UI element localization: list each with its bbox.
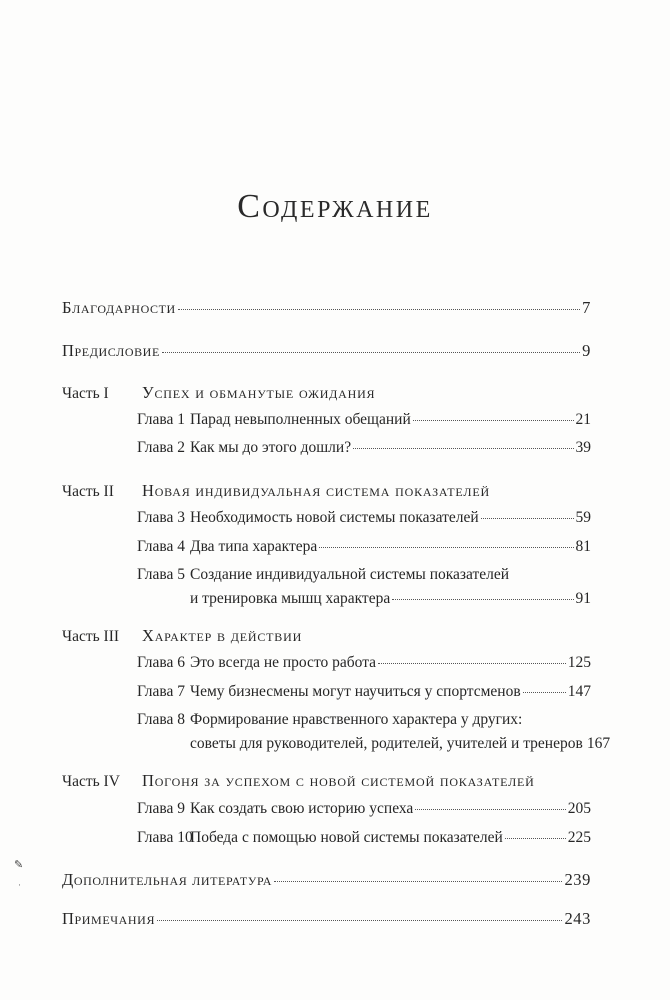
chapter-number: Глава 8 bbox=[137, 711, 186, 728]
dot-leader bbox=[178, 309, 580, 310]
chapter-title-line-1: Создание индивидуальной системы показателей bbox=[190, 566, 510, 583]
toc-chapter-5[interactable] bbox=[137, 566, 591, 608]
toc-chapter-10[interactable] bbox=[137, 829, 591, 847]
chapter-number: Глава 7 bbox=[137, 683, 186, 700]
dot-leader bbox=[378, 663, 566, 664]
part-number: Часть I bbox=[62, 385, 109, 402]
toc-chapter-2[interactable] bbox=[137, 439, 591, 457]
page-number: 59 bbox=[575, 509, 591, 526]
chapter-number: Глава 1 bbox=[137, 411, 186, 428]
chapter-number: Глава 3 bbox=[137, 509, 186, 526]
page-number: 243 bbox=[564, 909, 591, 928]
part-title: Погоня за успехом с новой системой показателей bbox=[142, 771, 535, 790]
toc-entry-label: Примечания bbox=[62, 909, 156, 928]
chapter-title-line-2: и тренировка мышц характера bbox=[190, 590, 391, 607]
page-number: 81 bbox=[575, 538, 591, 555]
dot-leader bbox=[157, 920, 562, 921]
dot-leader bbox=[274, 881, 562, 882]
page-number: 205 bbox=[567, 800, 591, 817]
part-title: Успех и обманутые ожидания bbox=[142, 383, 376, 402]
page-number: 7 bbox=[582, 298, 591, 317]
chapter-title: Парад невыполненных обещаний bbox=[190, 411, 411, 428]
chapter-number: Глава 2 bbox=[137, 439, 186, 456]
chapter-title: Победа с помощью новой системы показателей bbox=[190, 829, 503, 846]
chapter-number: Глава 6 bbox=[137, 654, 186, 671]
toc-entry-label: Предисловие bbox=[62, 341, 160, 360]
dot-leader bbox=[353, 448, 573, 449]
chapter-title-line-1: Формирование нравственного характера у других: bbox=[190, 711, 523, 728]
dot-leader bbox=[319, 547, 573, 548]
part-number: Часть II bbox=[62, 483, 114, 500]
toc-entry-label: Благодарности bbox=[62, 298, 176, 317]
chapter-number: Глава 10 bbox=[137, 829, 193, 846]
toc-chapter-9[interactable] bbox=[137, 800, 591, 818]
chapter-title: Два типа характера bbox=[190, 538, 318, 555]
toc-chapter-6[interactable] bbox=[137, 654, 591, 672]
page-number: 91 bbox=[575, 590, 591, 607]
toc-chapter-1[interactable] bbox=[137, 411, 591, 429]
page-number: 147 bbox=[567, 683, 591, 700]
page-title: Содержание bbox=[237, 188, 433, 225]
page-number: 39 bbox=[575, 439, 591, 456]
part-title: Характер в действии bbox=[142, 626, 303, 645]
dot-leader bbox=[505, 838, 566, 839]
part-number: Часть III bbox=[62, 628, 120, 645]
page-number: 225 bbox=[567, 829, 591, 846]
toc-entry-further-reading[interactable] bbox=[62, 870, 591, 890]
page-number: 21 bbox=[575, 411, 591, 428]
page-number: 239 bbox=[564, 870, 591, 889]
toc-chapter-7[interactable] bbox=[137, 683, 591, 701]
chapter-title: Чему бизнесмены могут научиться у спортсменов bbox=[190, 683, 521, 700]
chapter-number: Глава 4 bbox=[137, 538, 186, 555]
chapter-title: Это всегда не просто работа bbox=[190, 654, 377, 671]
scan-speck: ✎ bbox=[14, 859, 24, 871]
toc-entry-preface[interactable] bbox=[62, 341, 591, 361]
toc-chapter-4[interactable] bbox=[137, 538, 591, 556]
toc-part-1[interactable] bbox=[62, 383, 591, 403]
chapter-number: Глава 5 bbox=[137, 566, 186, 583]
chapter-title: Необходимость новой системы показателей bbox=[190, 509, 479, 526]
chapter-title: Как мы до этого дошли? bbox=[190, 439, 352, 456]
part-title: Новая индивидуальная система показателей bbox=[142, 481, 490, 500]
toc-chapter-3[interactable] bbox=[137, 509, 591, 527]
toc-part-2[interactable] bbox=[62, 481, 591, 501]
dot-leader bbox=[162, 352, 580, 353]
toc-entry-acknowledgments[interactable] bbox=[62, 298, 591, 318]
page-number: 167 bbox=[586, 735, 611, 752]
toc-chapter-8[interactable] bbox=[137, 711, 611, 753]
part-number: Часть IV bbox=[62, 773, 120, 790]
chapter-number: Глава 9 bbox=[137, 800, 186, 817]
chapter-title: Как создать свою историю успеха bbox=[190, 800, 414, 817]
dot-leader bbox=[413, 420, 574, 421]
page-number: 125 bbox=[567, 654, 591, 671]
dot-leader bbox=[481, 518, 574, 519]
toc-entry-notes[interactable] bbox=[62, 909, 591, 929]
dot-leader bbox=[523, 692, 566, 693]
toc-part-4[interactable] bbox=[62, 771, 591, 791]
scan-speck: · bbox=[18, 880, 21, 890]
toc-part-3[interactable] bbox=[62, 626, 591, 646]
dot-leader bbox=[415, 809, 565, 810]
page-number: 9 bbox=[582, 341, 591, 360]
toc-entry-label: Дополнительная литература bbox=[62, 870, 272, 889]
chapter-title-line-2: советы для руководителей, родителей, учителей и тренеров bbox=[190, 735, 583, 752]
dot-leader bbox=[392, 599, 573, 600]
